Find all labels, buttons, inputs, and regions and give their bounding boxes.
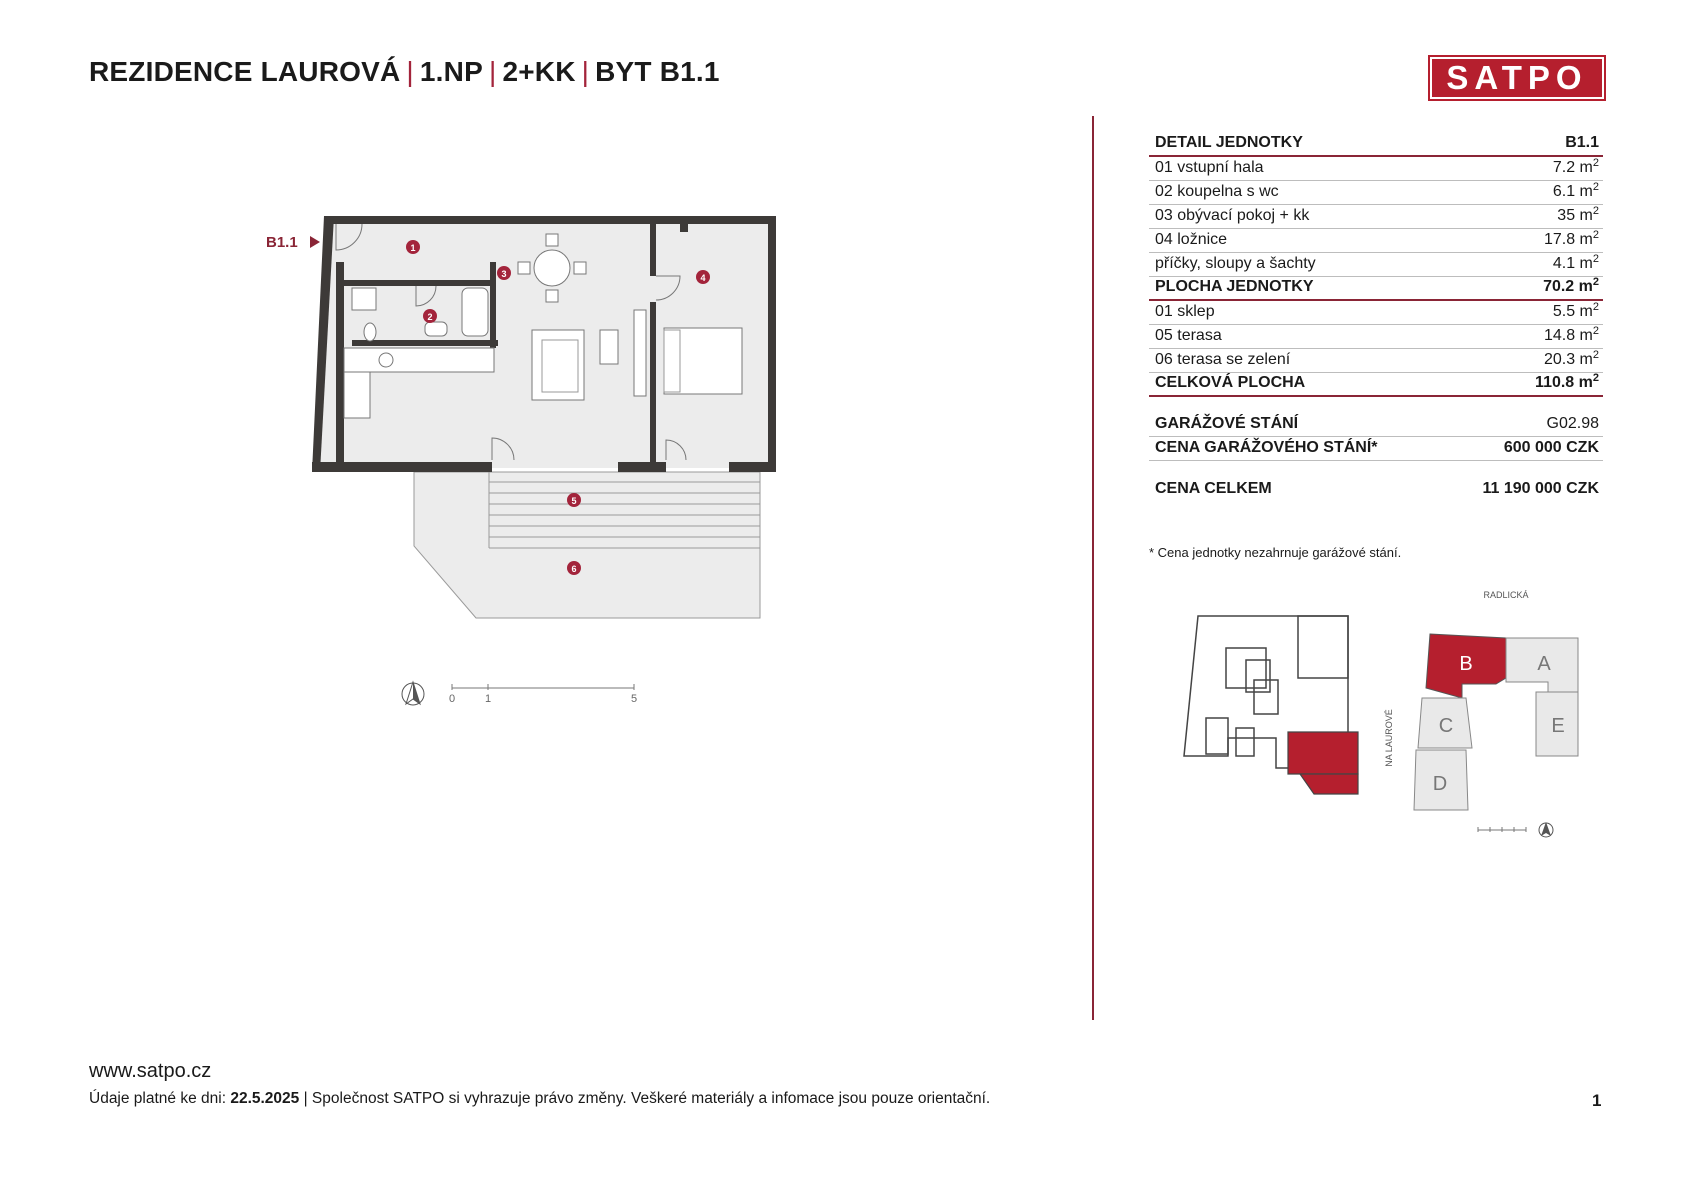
title-layout: 2+KK (502, 56, 576, 87)
room-label: 03 obývací pokoj + kk (1155, 207, 1310, 224)
title-floor: 1.NP (419, 56, 483, 87)
table-row (1149, 349, 1603, 373)
room-marker (696, 270, 710, 284)
site-scale-bar (1478, 827, 1526, 832)
building-a (1506, 638, 1578, 692)
bathtub (462, 288, 488, 336)
site-map (1176, 588, 1616, 848)
total-price-row (1149, 477, 1603, 501)
table-row (1149, 181, 1603, 205)
table-row (1149, 301, 1603, 325)
room-area: 35 $m^2$ (1557, 204, 1599, 224)
tv-unit (634, 310, 646, 396)
site-north-arrow-icon (1539, 822, 1553, 837)
scale-label-1: 1 (484, 693, 492, 705)
dining-chair (574, 262, 586, 274)
entry-arrow-icon (310, 236, 320, 248)
unit-label: B1.1 (266, 234, 298, 251)
extra-area: 5.5 $m^2$ (1552, 300, 1599, 320)
table-row (1149, 205, 1603, 229)
table-row (1149, 229, 1603, 253)
building-d (1414, 750, 1468, 810)
street-radlicka: RADLICKÁ (1483, 590, 1529, 600)
kitchen-counter-side (344, 372, 370, 418)
svg-text:E: E (1551, 715, 1565, 737)
price-note: * Cena jednotky nezahrnuje garážové stání. (1149, 545, 1402, 560)
floor-plan (240, 190, 800, 730)
total-price-value: 11 190 000 CZK (1482, 480, 1599, 497)
svg-text:5: 5 (571, 496, 577, 506)
svg-text:C: C (1438, 715, 1454, 737)
dining-table (534, 250, 570, 286)
extra-label: 01 sklep (1155, 303, 1215, 320)
scale-bar (452, 684, 634, 690)
garage-price-row (1149, 437, 1603, 461)
title-project: REZIDENCE LAUROVÁ (89, 56, 401, 87)
room-area: 6.1 $m^2$ (1552, 180, 1599, 200)
scale-label-5: 5 (630, 693, 638, 705)
table-row (1149, 325, 1603, 349)
bed-pillows (664, 330, 680, 392)
garage-price-label: CENA GARÁŽOVÉHO STÁNÍ* (1155, 439, 1378, 456)
room-label: 01 vstupní hala (1155, 159, 1264, 176)
kitchen-counter (344, 348, 494, 372)
svg-text:4: 4 (700, 273, 706, 283)
table-row (1149, 253, 1603, 277)
title-separator: | (406, 56, 414, 87)
svg-text:3: 3 (501, 269, 507, 279)
extra-area: 20.3 $m^2$ (1543, 348, 1599, 368)
title-separator: | (488, 56, 497, 87)
extra-area: 14.8 $m^2$ (1543, 324, 1599, 344)
validity-date: 22.5.2025 (230, 1090, 300, 1107)
total-price-label: CENA CELKEM (1155, 480, 1272, 497)
room-label: příčky, sloupy a šachty (1155, 255, 1316, 272)
sink (379, 353, 393, 367)
table-header-value: B1.1 (1565, 134, 1599, 151)
disclaimer (89, 1090, 990, 1108)
validity-prefix: Údaje platné ke dni: (89, 1090, 231, 1107)
table-header-label: DETAIL JEDNOTKY (1155, 134, 1303, 151)
garage-label: GARÁŽOVÉ STÁNÍ (1155, 415, 1299, 432)
room-label: 02 koupelna s wc (1155, 183, 1279, 200)
room-marker (497, 266, 511, 280)
title-unit: BYT B1.1 (595, 56, 720, 87)
svg-text:1: 1 (410, 243, 416, 253)
garage-price-value: 600 000 CZK (1503, 439, 1599, 456)
room-marker (423, 309, 437, 323)
dining-chair (546, 290, 558, 302)
sofa-seat (542, 340, 578, 392)
toilet (364, 323, 376, 341)
unit-area-label: PLOCHA JEDNOTKY (1155, 278, 1314, 295)
shower-tray (352, 288, 376, 310)
table-gap (1149, 397, 1603, 413)
total-area-label: CELKOVÁ PLOCHA (1155, 374, 1306, 391)
svg-text:D: D (1432, 773, 1448, 795)
highlighted-unit (1288, 732, 1358, 794)
svg-text:A: A (1537, 653, 1551, 675)
satpo-logo[interactable]: SATPO (1428, 55, 1606, 101)
table-row (1149, 157, 1603, 181)
room-marker (567, 561, 581, 575)
unit-area-value: 70.2 $m^2$ (1543, 275, 1599, 295)
room-area: 4.1 $m^2$ (1552, 252, 1599, 272)
building-b (1426, 634, 1506, 698)
room-marker (406, 240, 420, 254)
extra-label: 05 terasa (1155, 327, 1222, 344)
scale-label-0: 0 (448, 693, 456, 705)
building-c (1418, 698, 1472, 748)
north-arrow-icon (402, 682, 424, 705)
divider-line (1092, 116, 1094, 1020)
total-area-row (1149, 373, 1603, 397)
table-header-row (1149, 133, 1603, 157)
unit-detail-table (1149, 133, 1603, 501)
room-marker (567, 493, 581, 507)
svg-text:6: 6 (571, 564, 577, 574)
room-label: 04 ložnice (1155, 231, 1228, 248)
table-gap (1149, 461, 1603, 477)
validity-suffix: | Společnost SATPO si vyhrazuje právo změny. Veškeré materiály a infomace jsou pouze orientační. (299, 1090, 991, 1107)
total-area-value: 110.8 $m^2$ (1535, 371, 1599, 391)
svg-text:2: 2 (427, 312, 433, 322)
svg-text:B: B (1459, 653, 1473, 675)
title-separator: | (581, 56, 590, 87)
dining-chair (518, 262, 530, 274)
garage-row (1149, 413, 1603, 437)
dining-chair (546, 234, 558, 246)
unit-area-row (1149, 277, 1603, 301)
room-area: 17.8 $m^2$ (1543, 228, 1599, 248)
website-link[interactable]: www.satpo.cz (89, 1060, 212, 1082)
street-na-laurove: NA LAUROVÉ (1384, 709, 1394, 767)
page-title (89, 56, 720, 88)
room-area: 7.2 $m^2$ (1552, 156, 1599, 176)
washbasin (425, 322, 447, 336)
building-e (1536, 692, 1578, 756)
extra-label: 06 terasa se zelení (1155, 351, 1291, 368)
coffee-table (600, 330, 618, 364)
terrace-area (414, 472, 760, 618)
garage-value: G02.98 (1546, 415, 1599, 432)
page-number: 1 (1592, 1091, 1602, 1110)
